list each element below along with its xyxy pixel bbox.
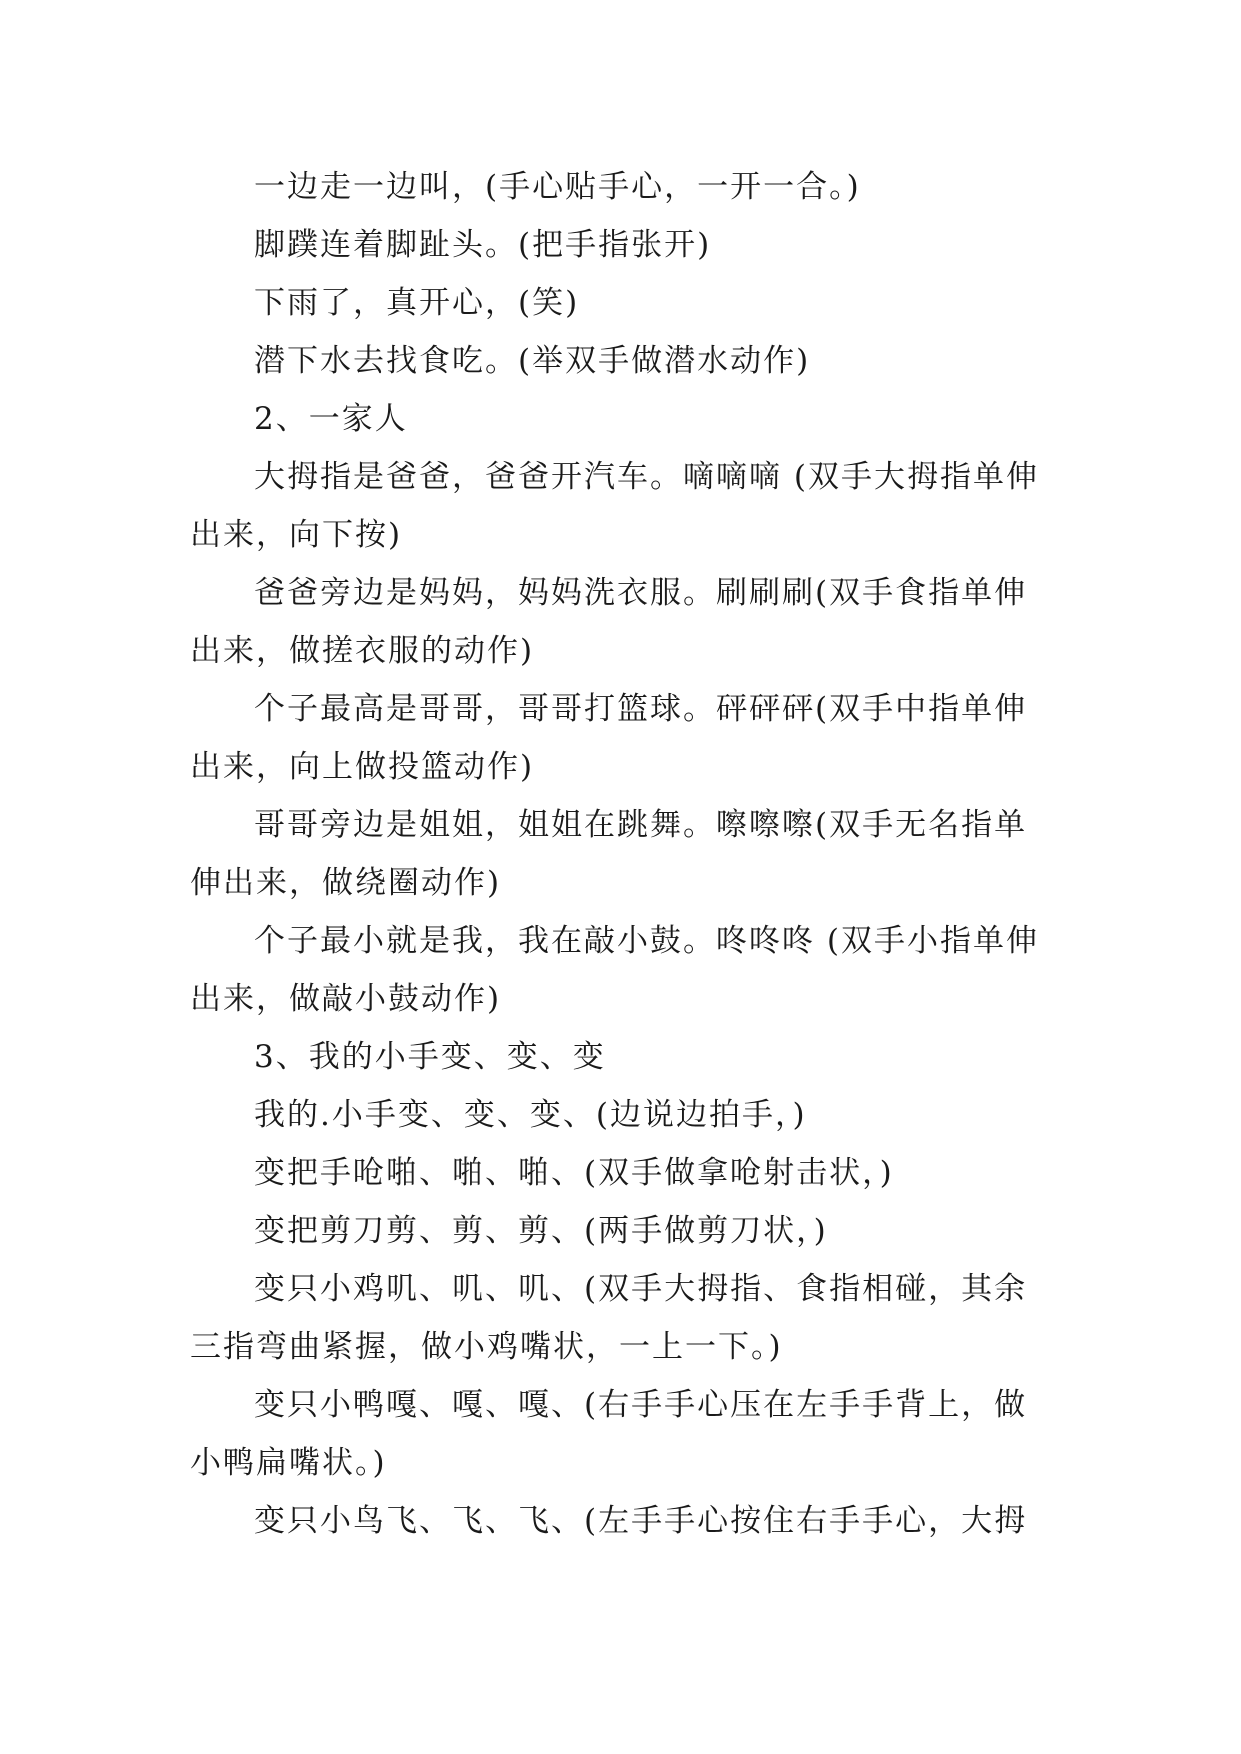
document-body (190, 158, 1050, 1550)
paragraph: 一边走一边叫，(手心贴手心，一开一合。) (254, 169, 861, 205)
paragraph: 哥哥旁边是姐姐，姐姐在跳舞。嚓嚓嚓(双手无名指单伸出来，做绕圈动作) (190, 807, 1028, 901)
paragraph: 变把剪刀剪、剪、剪、(两手做剪刀状，) (254, 1213, 828, 1249)
paragraph: 脚蹼连着脚趾头。(把手指张开) (254, 227, 712, 263)
section-heading: 2、一家人 (254, 401, 408, 437)
paragraph: 我的.小手变、变、变、(边说边拍手，) (254, 1097, 807, 1133)
paragraph: 个子最高是哥哥，哥哥打篮球。砰砰砰(双手中指单伸出来，向上做投篮动作) (190, 691, 1028, 785)
paragraph: 潜下水去找食吃。(举双手做潜水动作) (254, 343, 811, 379)
section-heading: 3、我的小手变、变、变 (254, 1039, 606, 1075)
paragraph: 大拇指是爸爸，爸爸开汽车。嘀嘀嘀 (双手大拇指单伸出来，向下按) (190, 459, 1039, 553)
paragraph: 个子最小就是我，我在敲小鼓。咚咚咚 (双手小指单伸出来，做敲小鼓动作) (190, 923, 1039, 1017)
paragraph: 变只小鸟飞、飞、飞、(左手手心按住右手手心，大拇 (254, 1503, 1028, 1539)
paragraph: 下雨了，真开心，(笑) (254, 285, 580, 321)
paragraph: 变把手呛啪、啪、啪、(双手做拿呛射击状，) (254, 1155, 894, 1191)
paragraph: 爸爸旁边是妈妈，妈妈洗衣服。刷刷刷(双手食指单伸出来，做搓衣服的动作) (190, 575, 1028, 669)
paragraph: 变只小鸡叽、叽、叽、(双手大拇指、食指相碰，其余三指弯曲紧握，做小鸡嘴状，一上一下。) (190, 1271, 1028, 1365)
paragraph: 变只小鸭嘎、嘎、嘎、(右手手心压在左手手背上，做小鸭扁嘴状。) (190, 1387, 1028, 1481)
